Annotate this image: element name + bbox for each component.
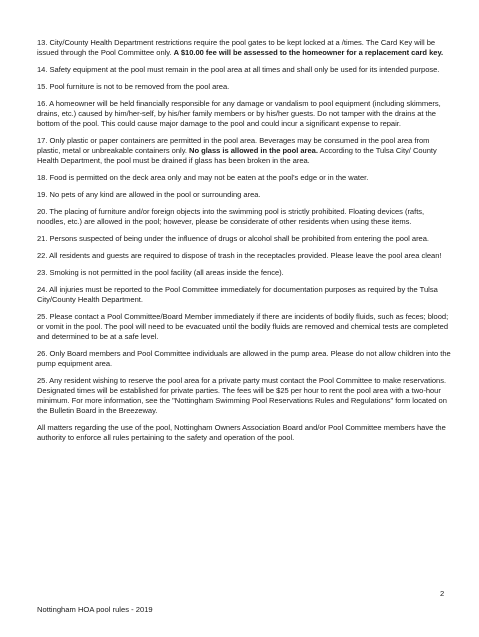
- rule-text: 18. Food is permitted on the deck area only and may not be eaten at the pool's edge or in the water.: [37, 173, 369, 182]
- rule-text: 25. Please contact a Pool Committee/Board Member immediately if there are incidents of bodily fluids, such as feces; blood; or vomit in the pool. The pool will need to be evacuated until the bodily fluids are removed and chemical tests are completed and determined to be at a safe level.: [37, 312, 449, 342]
- rule-paragraph: [37, 349, 453, 369]
- rule-text: 17. Only plastic or paper containers are permitted in the pool area. Beverages may be consumed in the pool area from plastic, metal or unbreakable containers only.: [37, 136, 430, 155]
- rule-paragraph: [37, 234, 453, 244]
- rule-paragraph: [37, 251, 453, 261]
- rule-paragraph: [37, 38, 453, 58]
- rule-text: 25. Any resident wishing to reserve the pool area for a private party must contact the Pool Committee to make reservations. Designated times will be established for private parties. The fees will be $25 per hour to rent the pool area with a two-hour minimum. For more information, see the "Nottingham Swimming Pool Reservations Rules and Regulations" form located on the Bulletin Board in the Breezeway.: [37, 376, 447, 416]
- rule-paragraph: [37, 207, 453, 227]
- rule-text: 20. The placing of furniture and/or foreign objects into the swimming pool is strictly prohibited. Floating devices (rafts, noodles, etc.) are allowed in the pool; however, please be considerate of other residents when using these items.: [37, 207, 425, 227]
- rule-paragraph: [37, 285, 453, 305]
- rule-text: 23. Smoking is not permitted in the pool facility (all areas inside the fence).: [37, 268, 284, 278]
- rule-text: 24. All injuries must be reported to the Pool Committee immediately for documentation purposes as required by the Tulsa City/County Health Department.: [37, 285, 438, 305]
- rule-paragraph: [37, 65, 453, 75]
- pool-rules-list: [37, 38, 453, 450]
- rule-paragraph: [37, 423, 453, 443]
- rule-text: 14. Safety equipment at the pool must remain in the pool area at all times and shall only be used for its intended purpose.: [37, 65, 440, 74]
- rule-paragraph: [37, 173, 453, 183]
- rule-text: According to the Tulsa City/ County Health Department, the pool must be drained if glass has been broken in the area.: [37, 146, 437, 165]
- rule-text: 21. Persons suspected of being under the influence of drugs or alcohol shall be prohibited from entering the pool area.: [37, 234, 429, 244]
- rule-text: 13. City/County Health Department restrictions require the pool gates to be kept locked at a /times. The Card Key will be issued through the Pool Committee only.: [37, 38, 436, 57]
- rule-emphasis-text: A $10.00 fee will be assessed to the homeowner for a replacement card key.: [173, 47, 444, 57]
- rule-emphasis-text: No glass is allowed in the pool area.: [189, 146, 318, 155]
- rule-paragraph: [37, 312, 453, 342]
- footer-title: Nottingham HOA pool rules - 2019: [37, 605, 153, 614]
- rule-text: All matters regarding the use of the pool, Nottingham Owners Association Board and/or Pool Committee members have the authority to enforce all rules pertaining to the safety and operation of the pool.: [37, 423, 446, 443]
- rule-text: 26. Only Board members and Pool Committee individuals are allowed in the pump area. Please do not allow children into the pump equipment area.: [37, 349, 451, 369]
- rule-text: 15. Pool furniture is not to be removed from the pool area.: [37, 82, 230, 92]
- rule-paragraph: [37, 136, 453, 166]
- rule-paragraph: [37, 99, 453, 129]
- rule-paragraph: [37, 268, 453, 278]
- rule-paragraph: [37, 376, 453, 416]
- rule-paragraph: [37, 82, 453, 92]
- rule-text: 19. No pets of any kind are allowed in the pool or surrounding area.: [37, 190, 261, 200]
- rule-paragraph: [37, 190, 453, 200]
- rule-text: 16. A homeowner will be held financially responsible for any damage or vandalism to pool equipment (including skimmers, drains, etc.) caused by him/her-self, by his/her family members or by his/her guests. Do not tamper with the drains at the bottom of the pool. This could cause major damage to the pool and could incur a significant expense to repair.: [37, 99, 441, 128]
- rule-text: 22. All residents and guests are required to dispose of trash in the receptacles provided. Please leave the pool area clean!: [37, 251, 442, 261]
- page-number: 2: [440, 589, 445, 598]
